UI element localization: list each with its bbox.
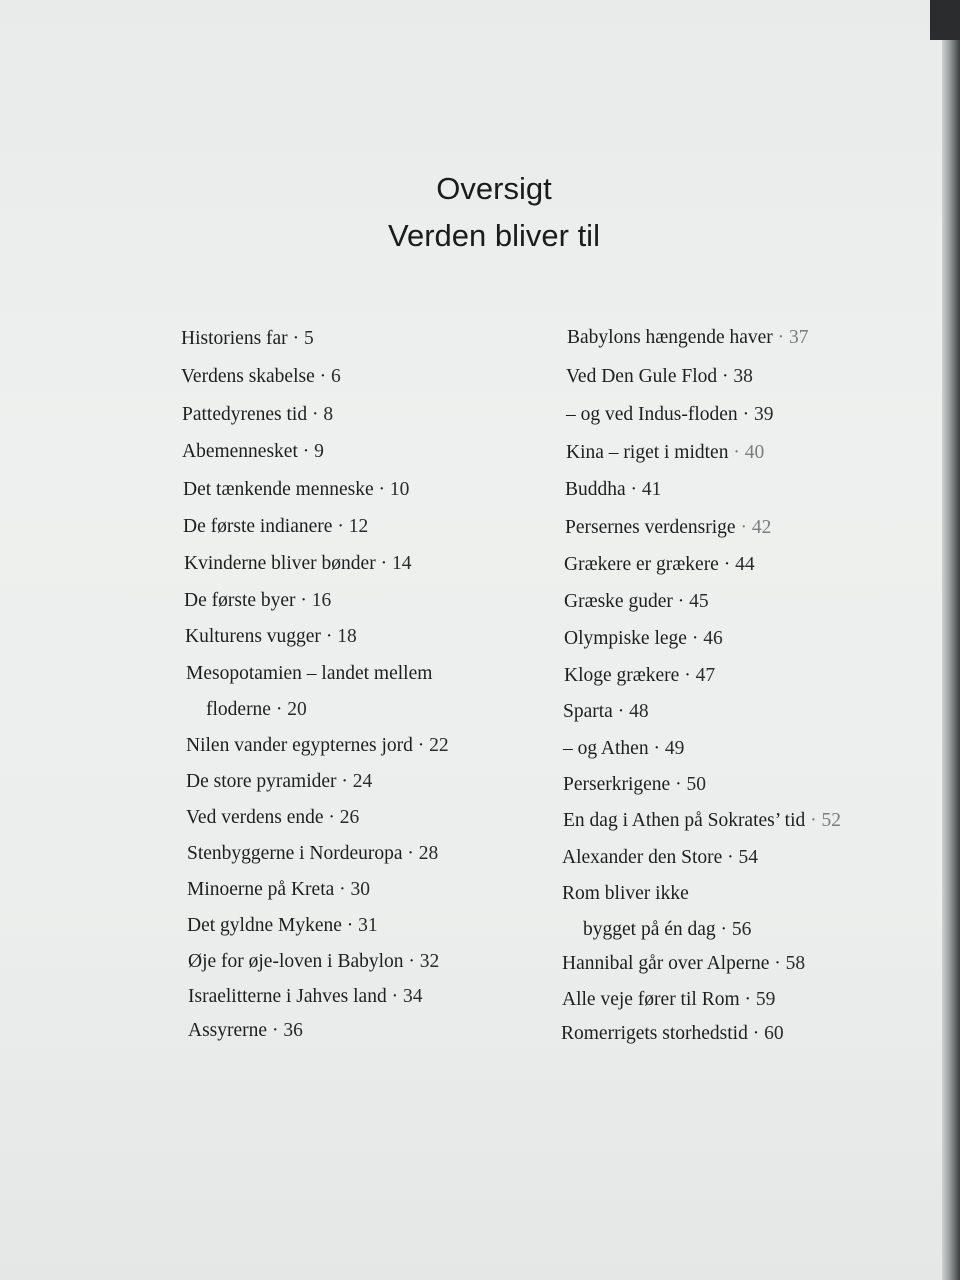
toc-entry-title: Alexander den Store xyxy=(562,847,723,868)
toc-separator: · xyxy=(403,951,420,972)
toc-entry-title: Olympiske lege xyxy=(564,628,687,649)
toc-entry-page: 22 xyxy=(429,735,449,756)
toc-separator: · xyxy=(373,479,390,500)
toc-entry xyxy=(563,810,841,832)
toc-entry-title: bygget på én dag xyxy=(583,919,716,940)
toc-entry-page: 9 xyxy=(314,441,324,462)
toc-entry-page: 28 xyxy=(418,843,439,864)
toc-entry xyxy=(206,699,307,721)
toc-separator: · xyxy=(670,774,687,795)
toc-entry xyxy=(182,404,333,426)
toc-separator: · xyxy=(332,516,349,537)
toc-separator: · xyxy=(412,735,430,756)
toc-entry-page: 48 xyxy=(629,701,649,722)
toc-entry xyxy=(186,663,432,685)
toc-entry xyxy=(184,590,331,612)
toc-entry-page: 38 xyxy=(733,366,753,387)
toc-entry-title: Historiens far xyxy=(181,328,288,349)
toc-entry-title: Persernes verdensrige xyxy=(565,517,736,538)
toc-entry-title: Babylons hængende haver xyxy=(567,327,773,348)
toc-entry-page: 41 xyxy=(641,479,662,500)
toc-entry-title: Minoerne på Kreta xyxy=(187,879,335,900)
toc-entry xyxy=(188,951,439,973)
toc-entry-page: 58 xyxy=(785,953,806,974)
toc-entry-page: 40 xyxy=(744,442,765,463)
toc-separator: · xyxy=(297,441,315,462)
toc-separator: · xyxy=(679,665,696,686)
toc-entry xyxy=(185,626,357,648)
toc-separator: · xyxy=(287,328,304,349)
toc-entry-page: 31 xyxy=(358,915,378,936)
toc-entry-page: 24 xyxy=(352,771,373,792)
toc-separator: · xyxy=(686,628,704,649)
toc-entry xyxy=(583,919,751,941)
toc-separator: · xyxy=(737,404,754,425)
toc-entry-title: Mesopotamien – landet mellem xyxy=(186,663,433,684)
toc-separator: · xyxy=(314,366,331,387)
toc-entry-title: Det gyldne Mykene xyxy=(187,915,342,936)
toc-entry-page: 36 xyxy=(283,1020,303,1041)
toc-entry-page: 39 xyxy=(753,404,774,425)
toc-entry-title: – og Athen xyxy=(563,738,649,759)
toc-entry-page: 45 xyxy=(689,591,709,612)
toc-entry xyxy=(184,553,411,575)
toc-entry xyxy=(564,554,755,576)
toc-entry-page: 37 xyxy=(789,327,809,348)
toc-entry-page: 14 xyxy=(391,553,412,574)
toc-entry-page: 46 xyxy=(703,628,723,649)
toc-entry-title: Nilen vander egypternes jord xyxy=(186,735,413,756)
toc-entry xyxy=(187,879,370,901)
toc-separator: · xyxy=(648,738,665,759)
toc-separator: · xyxy=(341,915,359,936)
toc-entry xyxy=(562,953,805,975)
toc-entry-page: 60 xyxy=(764,1023,784,1044)
toc-entry-title: Abemennesket xyxy=(182,441,298,462)
toc-entry-page: 6 xyxy=(331,366,341,387)
toc-entry xyxy=(563,738,684,760)
toc-separator: · xyxy=(375,553,392,574)
toc-entry-title: Rom bliver ikke xyxy=(562,883,689,904)
toc-entry-title: Romerrigets storhedstid xyxy=(561,1023,748,1044)
toc-entry-title: Kvinderne bliver bønder xyxy=(184,553,376,574)
toc-entry xyxy=(566,404,773,426)
toc-entry-page: 18 xyxy=(337,626,357,647)
toc-entry-title: Græske guder xyxy=(564,591,673,612)
toc-separator: · xyxy=(336,771,353,792)
toc-entry xyxy=(565,517,771,539)
toc-separator: · xyxy=(769,953,786,974)
toc-entry xyxy=(563,701,649,723)
toc-separator: · xyxy=(320,626,338,647)
toc-separator: · xyxy=(739,989,756,1010)
toc-entry-title: Israelitterne i Jahves land xyxy=(188,986,387,1007)
toc-entry-title: Det tænkende menneske xyxy=(183,479,374,500)
toc-entry xyxy=(182,441,324,463)
toc-entry-title: Verdens skabelse xyxy=(181,366,315,387)
toc-entry-title: De store pyramider xyxy=(186,771,337,792)
toc-separator: · xyxy=(267,1020,284,1041)
toc-entry-title: Assyrerne xyxy=(188,1020,268,1041)
toc-entry xyxy=(186,807,359,829)
toc-entry xyxy=(181,366,341,388)
toc-entry xyxy=(187,843,438,865)
toc-entry-title: Ved Den Gule Flod xyxy=(566,366,718,387)
page-subtitle: Verden bliver til xyxy=(388,218,600,253)
toc-separator: · xyxy=(805,810,822,831)
toc-entry-page: 49 xyxy=(664,738,685,759)
toc-separator: · xyxy=(612,701,630,722)
toc-separator: · xyxy=(407,843,419,864)
toc-entry-title: Ved verdens ende xyxy=(186,807,324,828)
toc-entry xyxy=(183,516,368,538)
toc-entry xyxy=(181,328,314,350)
toc-separator: · xyxy=(772,327,790,348)
toc-entry xyxy=(566,366,753,388)
toc-separator: · xyxy=(323,807,340,828)
toc-entry-title: Pattedyrenes tid xyxy=(182,404,308,425)
toc-separator: · xyxy=(728,442,745,463)
toc-entry-page: 34 xyxy=(402,986,423,1007)
toc-entry xyxy=(562,847,758,869)
toc-entry-page: 20 xyxy=(287,699,307,720)
toc-entry-title: Kulturens vugger xyxy=(185,626,321,647)
toc-entry-page: 54 xyxy=(738,847,759,868)
toc-entry xyxy=(564,591,709,613)
toc-entry xyxy=(562,883,689,905)
toc-entry xyxy=(561,1023,784,1045)
toc-entry xyxy=(567,327,809,349)
toc-entry-page: 16 xyxy=(311,590,332,611)
toc-entry-title: – og ved Indus-floden xyxy=(566,404,738,425)
toc-separator: · xyxy=(718,554,736,575)
toc-separator: · xyxy=(625,479,642,500)
book-cover-corner xyxy=(930,0,960,40)
toc-entry-title: De første byer xyxy=(184,590,296,611)
toc-separator: · xyxy=(295,590,312,611)
toc-entry-title: En dag i Athen på Sokrates’ tid xyxy=(563,810,806,831)
toc-entry-page: 56 xyxy=(731,919,752,940)
toc-entry-page: 26 xyxy=(339,807,360,828)
toc-entry xyxy=(564,628,723,650)
toc-entry-title: Øje for øje-loven i Babylon xyxy=(188,951,404,972)
toc-entry-title: Perserkrigene xyxy=(563,774,671,795)
toc-entry-page: 8 xyxy=(323,404,334,425)
toc-entry xyxy=(565,479,661,501)
toc-entry-page: 47 xyxy=(695,665,716,686)
toc-entry-page: 30 xyxy=(350,879,371,900)
toc-entry xyxy=(186,735,449,757)
toc-entry-page: 44 xyxy=(735,554,755,575)
toc-entry-title: Stenbyggerne i Nordeuropa xyxy=(187,843,408,864)
toc-separator: · xyxy=(747,1023,765,1044)
toc-entry-page: 12 xyxy=(348,516,369,537)
toc-entry-title: Sparta xyxy=(563,701,613,722)
toc-entry xyxy=(563,774,706,796)
toc-separator: · xyxy=(334,879,351,900)
toc-entry-title: Kloge grækere xyxy=(564,665,680,686)
toc-entry xyxy=(562,989,775,1011)
toc-entry xyxy=(183,479,409,501)
toc-entry-title: Hannibal går over Alperne xyxy=(562,953,770,974)
toc-entry-page: 42 xyxy=(751,517,772,538)
toc-entry xyxy=(188,1020,303,1042)
toc-entry-page: 10 xyxy=(389,479,410,500)
toc-separator: · xyxy=(672,591,690,612)
toc-separator: · xyxy=(722,847,739,868)
toc-entry xyxy=(188,986,422,1008)
toc-separator: · xyxy=(386,986,403,1007)
toc-separator: · xyxy=(735,517,752,538)
toc-entry-page: 50 xyxy=(686,774,706,795)
toc-separator: · xyxy=(270,699,288,720)
toc-entry-page: 5 xyxy=(303,328,314,349)
toc-entry-title: Grækere er grækere xyxy=(564,554,719,575)
toc-entry-title: Kina – riget i midten xyxy=(566,442,729,463)
page-edge xyxy=(942,0,960,1280)
toc-entry-title: floderne xyxy=(206,699,271,720)
toc-entry-title: De første indianere xyxy=(183,516,333,537)
toc-entry xyxy=(186,771,372,793)
toc-entry xyxy=(566,442,764,464)
toc-entry-title: Alle veje fører til Rom xyxy=(562,989,740,1010)
toc-entry-title: Buddha xyxy=(565,479,626,500)
toc-entry-page: 52 xyxy=(821,810,842,831)
page-title: Oversigt xyxy=(436,171,552,206)
toc-separator: · xyxy=(717,366,734,387)
toc-entry xyxy=(187,915,378,937)
toc-entry xyxy=(564,665,715,687)
toc-entry-page: 32 xyxy=(419,951,440,972)
toc-separator: · xyxy=(307,404,324,425)
toc-separator: · xyxy=(715,919,732,940)
toc-entry-page: 59 xyxy=(755,989,776,1010)
